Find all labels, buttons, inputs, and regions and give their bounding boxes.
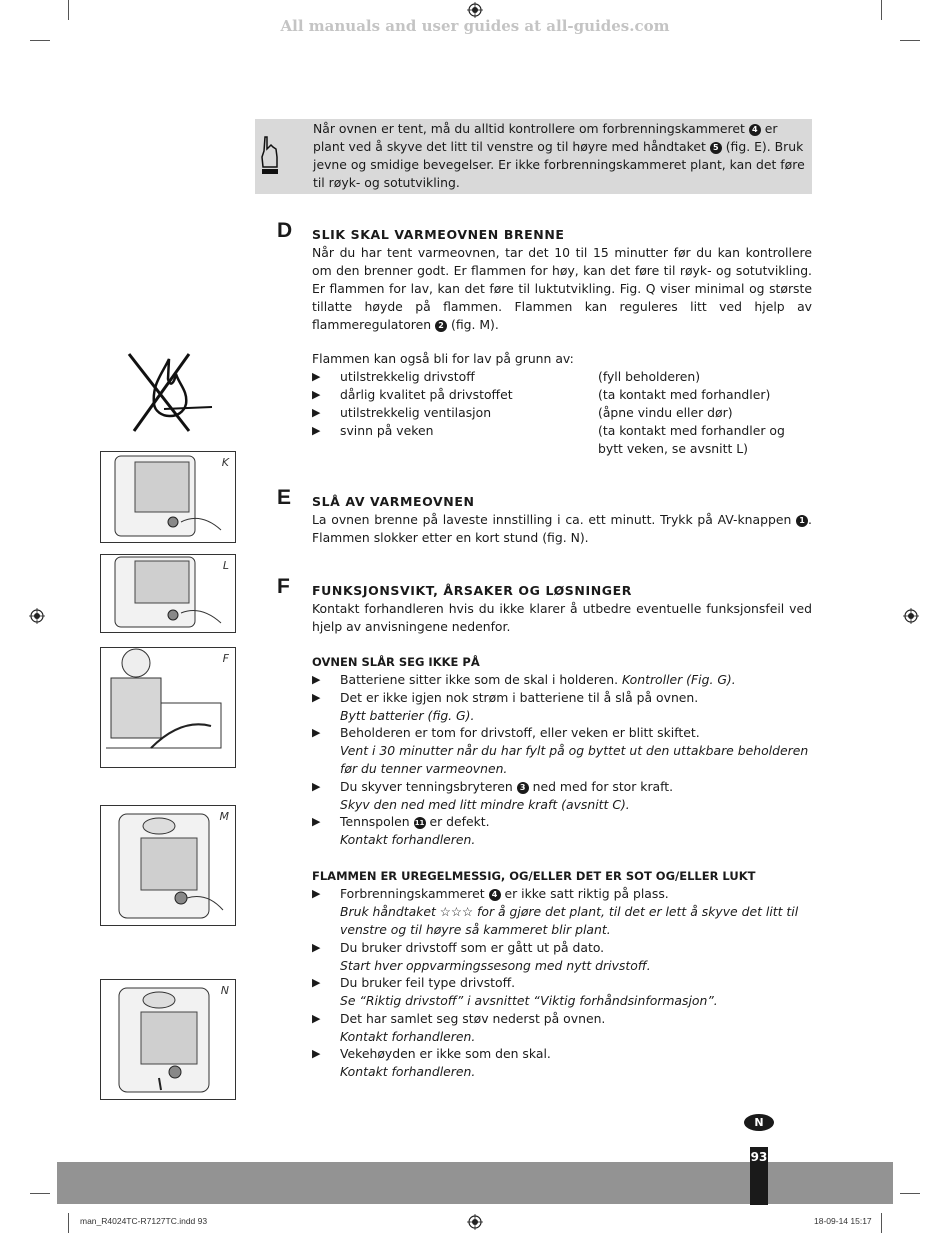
list-item: ▶ Forbrenningskammeret 4 er ikke satt riktig på plass. Bruk håndtaket ☆☆☆ for å gjøre det plant, til det er lett å skyve det litt til venstre og til høyre så kammeret blir plant. [312,886,799,937]
registration-mark-icon [29,608,45,624]
part-number-badge: 3 [517,782,529,794]
figure-label: M [219,810,229,823]
crop-mark [900,40,920,41]
section-letter: D [277,219,293,242]
figure-l [100,554,236,633]
part-number-badge: 11 [414,819,425,827]
list-item: ▶ utilstrekkelig ventilasjon (åpne vindu eller dør) [312,405,733,420]
subsection-title: OVNEN SLÅR SEG IKKE PÅ [312,655,480,669]
section-title: SLÅ AV VARMEOVNEN [312,494,475,509]
subsection-title: FLAMMEN ER UREGELMESSIG, OG/ELLER DET ER SOT OG/ELLER LUKT [312,869,756,883]
section-letter: E [277,486,292,509]
heater-illustration [101,980,235,1099]
list-item: ▶ dårlig kvalitet på drivstoffet (ta kontakt med forhandler) [312,387,771,402]
crop-mark [30,1193,50,1194]
list-item: ▶ Batteriene sitter ikke som de skal i holderen. Kontroller (Fig. G). [312,672,736,687]
registration-mark-icon [903,608,919,624]
crop-mark [30,40,50,41]
list-item: ▶ svinn på veken (ta kontakt med forhandler og bytt veken, se avsnitt L) [312,423,785,456]
heater-illustration [101,806,235,925]
section-title: SLIK SKAL VARMEOVNEN BRENNE [312,227,565,242]
list-item: ▶ utilstrekkelig drivstoff (fyll beholderen) [312,369,701,384]
figure-label: K [221,456,229,469]
list-item: ▶ Det har samlet seg støv nederst på ovnen. Kontakt forhandleren. [312,1011,606,1044]
cause-list [312,368,812,458]
figure-label: F [222,652,229,665]
part-number-badge: 5 [710,142,722,154]
figure-m [100,805,236,926]
part-number-badge: 2 [435,320,447,332]
figure-label: L [222,559,229,572]
hand-warning-icon [259,135,281,177]
section-paragraph: Kontakt forhandleren hvis du ikke klarer å utbedre eventuelle funksjonsfeil ved hjelp av anvisningene nedenfor. [312,601,812,634]
crop-mark [900,1193,920,1194]
figure-label: N [220,984,229,997]
section-title: FUNKSJONSVIKT, ÅRSAKER OG LØSNINGER [312,583,632,598]
list-item: ▶ Du skyver tenningsbryteren 3 ned med for stor kraft. Skyv den ned med litt mindre kraft (avsnitt C). [312,779,674,812]
warning-note-text: Når ovnen er tent, må du alltid kontrollere om forbrenningskammeret 4 er plant ved å skyve det litt til venstre og til høyre med håndtaket 5 (fig. E). Bruk jevne og smidige bevegelser. Er ikke forbrenningskammeret plant, kan det føre til røyk- og sotutvikling. [313,121,805,190]
registration-mark-icon [467,1214,483,1230]
list-intro: Flammen kan også bli for lav på grunn av: [312,351,574,366]
warning-note [255,119,812,194]
section-paragraph: Når du har tent varmeovnen, tar det 10 til 15 minutter før du kan kontrollere om den brenner godt. Er flammen for høy, kan det føre til røyk- og sotutvikling. Er flammen for lav, kan det føre til luktutvikling. Fig. Q viser minimal og største tillatte høyde på flammen. Flammen kan reguleres litt ved hjelp av flammeregulatoren 2 (fig. M). [312,245,812,332]
no-flame-icon [124,349,216,437]
print-date: 18-09-14 15:17 [814,1216,872,1226]
watermark: All manuals and user guides at all-guides.com [280,17,670,35]
crop-mark [881,1213,882,1233]
language-badge: N [744,1114,774,1131]
heater-illustration [101,648,235,767]
list-item: ▶ Du bruker drivstoff som er gått ut på dato. Start hver oppvarmingssesong med nytt drivstoff. [312,940,651,973]
part-number-badge: 4 [489,889,501,901]
figure-k [100,451,236,543]
figure-n [100,979,236,1100]
list-item: ▶ Det er ikke igjen nok strøm i batteriene til å slå på ovnen. Bytt batterier (fig. G). [312,690,699,723]
part-number-badge: 4 [749,124,761,136]
list-item: ▶ Beholderen er tom for drivstoff, eller veken er blitt skiftet. Vent i 30 minutter når du har fylt på og byttet ut den uttakbare beholderen før du tenner varmeovnen. [312,725,809,776]
section-paragraph: La ovnen brenne på laveste innstilling i ca. ett minutt. Trykk på AV-knappen 1 . Flammen slokker etter en kort stund (fig. N). [312,512,812,545]
page-number: 93 [750,1147,768,1205]
registration-mark-icon [467,2,483,18]
list-item: ▶ Du bruker feil type drivstoff. Se “Riktig drivstoff” i avsnittet “Viktig forhåndsinformasjon”. [312,975,718,1008]
print-file-name: man_R4024TC-R7127TC.indd 93 [80,1216,208,1226]
list-item: ▶ Tennspolen 11 er defekt. Kontakt forhandleren. [312,814,490,847]
heater-illustration [101,555,235,632]
part-number-badge: 1 [796,515,808,527]
crop-mark [68,1213,69,1233]
heater-illustration [101,452,235,542]
figure-f [100,647,236,768]
section-letter: F [277,575,290,598]
list-item: ▶ Vekehøyden er ikke som den skal. Kontakt forhandleren. [312,1046,551,1079]
